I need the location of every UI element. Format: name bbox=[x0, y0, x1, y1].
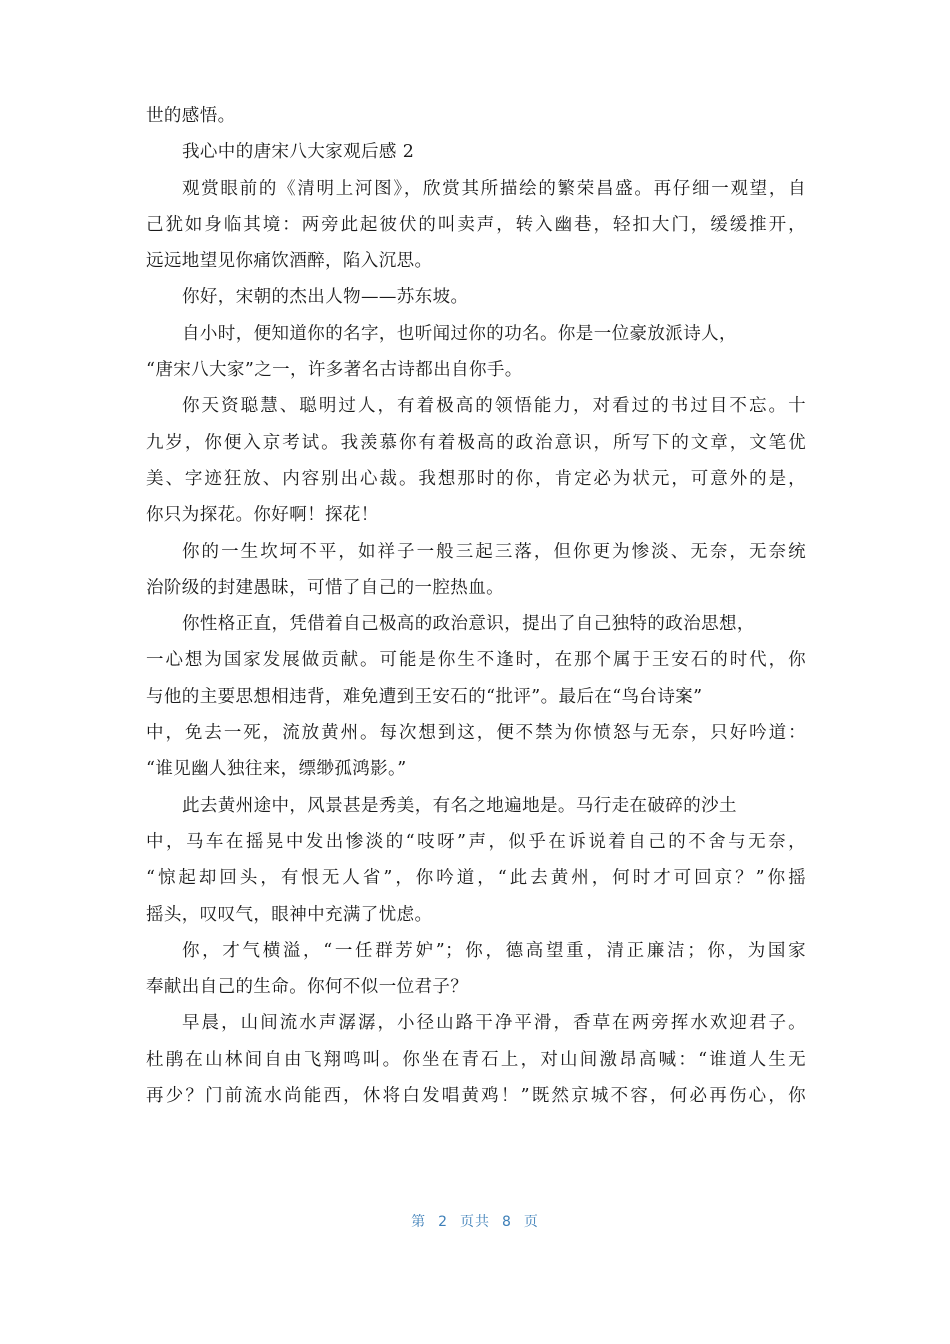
text-line: 中，马车在摇晃中发出惨淡的“吱呀”声，似乎在诉说着自己的不舍与无奈， bbox=[146, 831, 806, 852]
footer-label-ye: 页 bbox=[523, 1214, 539, 1230]
text-line: 你性格正直，凭借着自己极高的政治意识，提出了自己独特的政治思想， bbox=[182, 614, 755, 635]
text-line: 中，免去一死，流放黄州。每次想到这，便不禁为你愤怒与无奈，只好吟道： bbox=[146, 723, 806, 744]
text-line: 你天资聪慧、聪明过人，有着极高的领悟能力，对看过的书过目不忘。十 bbox=[182, 396, 806, 417]
footer-label-di: 第 bbox=[411, 1214, 427, 1230]
text-line: 你好，宋朝的杰出人物——苏东坡。 bbox=[182, 287, 469, 308]
text-line: 治阶级的封建愚昧，可惜了自己的一腔热血。 bbox=[146, 577, 504, 598]
text-line: “谁见幽人独往来，缥缈孤鸿影。” bbox=[146, 759, 407, 780]
text-line: 再少？门前流水尚能西，休将白发唱黄鸡！”既然京城不容，何必再伤心，你 bbox=[146, 1086, 806, 1107]
text-line: “唐宋八大家”之一，许多著名古诗都出自你手。 bbox=[146, 360, 523, 381]
text-line: 你的一生坎坷不平，如祥子一般三起三落，但你更为惨淡、无奈，无奈统 bbox=[182, 541, 806, 562]
text-line: 远远地望见你痛饮酒醉，陷入沉思。 bbox=[146, 251, 433, 272]
text-line: 九岁，你便入京考试。我羡慕你有着极高的政治意识，所写下的文章，文笔优 bbox=[146, 432, 806, 453]
page-footer bbox=[0, 1211, 950, 1231]
page-number-total: 8 bbox=[502, 1214, 512, 1230]
text-line: 己犹如身临其境：两旁此起彼伏的叫卖声，转入幽巷，轻扣大门，缓缓推开， bbox=[146, 214, 806, 235]
text-line: 一心想为国家发展做贡献。可能是你生不逢时，在那个属于王安石的时代，你 bbox=[146, 650, 806, 671]
text-line: 自小时，便知道你的名字，也听闻过你的功名。你是一位豪放派诗人， bbox=[182, 323, 737, 344]
text-line: 观赏眼前的《清明上河图》，欣赏其所描绘的繁荣昌盛。再仔细一观望，自 bbox=[182, 178, 806, 199]
page-number-current: 2 bbox=[438, 1214, 448, 1230]
footer-label-ye-gong: 页共 bbox=[460, 1214, 490, 1230]
text-line: 美、字迹狂放、内容别出心裁。我想那时的你，肯定必为状元，可意外的是， bbox=[146, 468, 806, 489]
text-line: 你，才气横溢，“一任群芳妒”；你，德高望重，清正廉洁；你，为国家 bbox=[182, 940, 806, 961]
text-line: 你只为探花。你好啊！探花！ bbox=[146, 505, 379, 526]
text-line: 摇头，叹叹气，眼神中充满了忧虑。 bbox=[146, 904, 433, 925]
text-line: 世的感悟。 bbox=[146, 106, 236, 126]
text-line: 与他的主要思想相违背，难免遭到王安石的“批评”。最后在“鸟台诗案” bbox=[146, 686, 703, 707]
text-line: 早晨，山间流水声潺潺，小径山路干净平滑，香草在两旁挥水欢迎君子。 bbox=[182, 1013, 806, 1034]
text-line: “惊起却回头，有恨无人省”，你吟道，“此去黄州，何时才可回京？”你摇 bbox=[146, 868, 806, 889]
text-line: 奉献出自己的生命。你何不似一位君子？ bbox=[146, 977, 469, 998]
text-line: 杜鹃在山林间自由飞翔鸣叫。你坐在青石上，对山间激昂高喊：“谁道人生无 bbox=[146, 1049, 806, 1070]
text-line: 此去黄州途中，风景甚是秀美，有名之地遍地是。马行走在破碎的沙土 bbox=[182, 795, 737, 816]
document-body bbox=[146, 98, 806, 1114]
section-heading: 我心中的唐宋八大家观后感 2 bbox=[182, 142, 415, 163]
